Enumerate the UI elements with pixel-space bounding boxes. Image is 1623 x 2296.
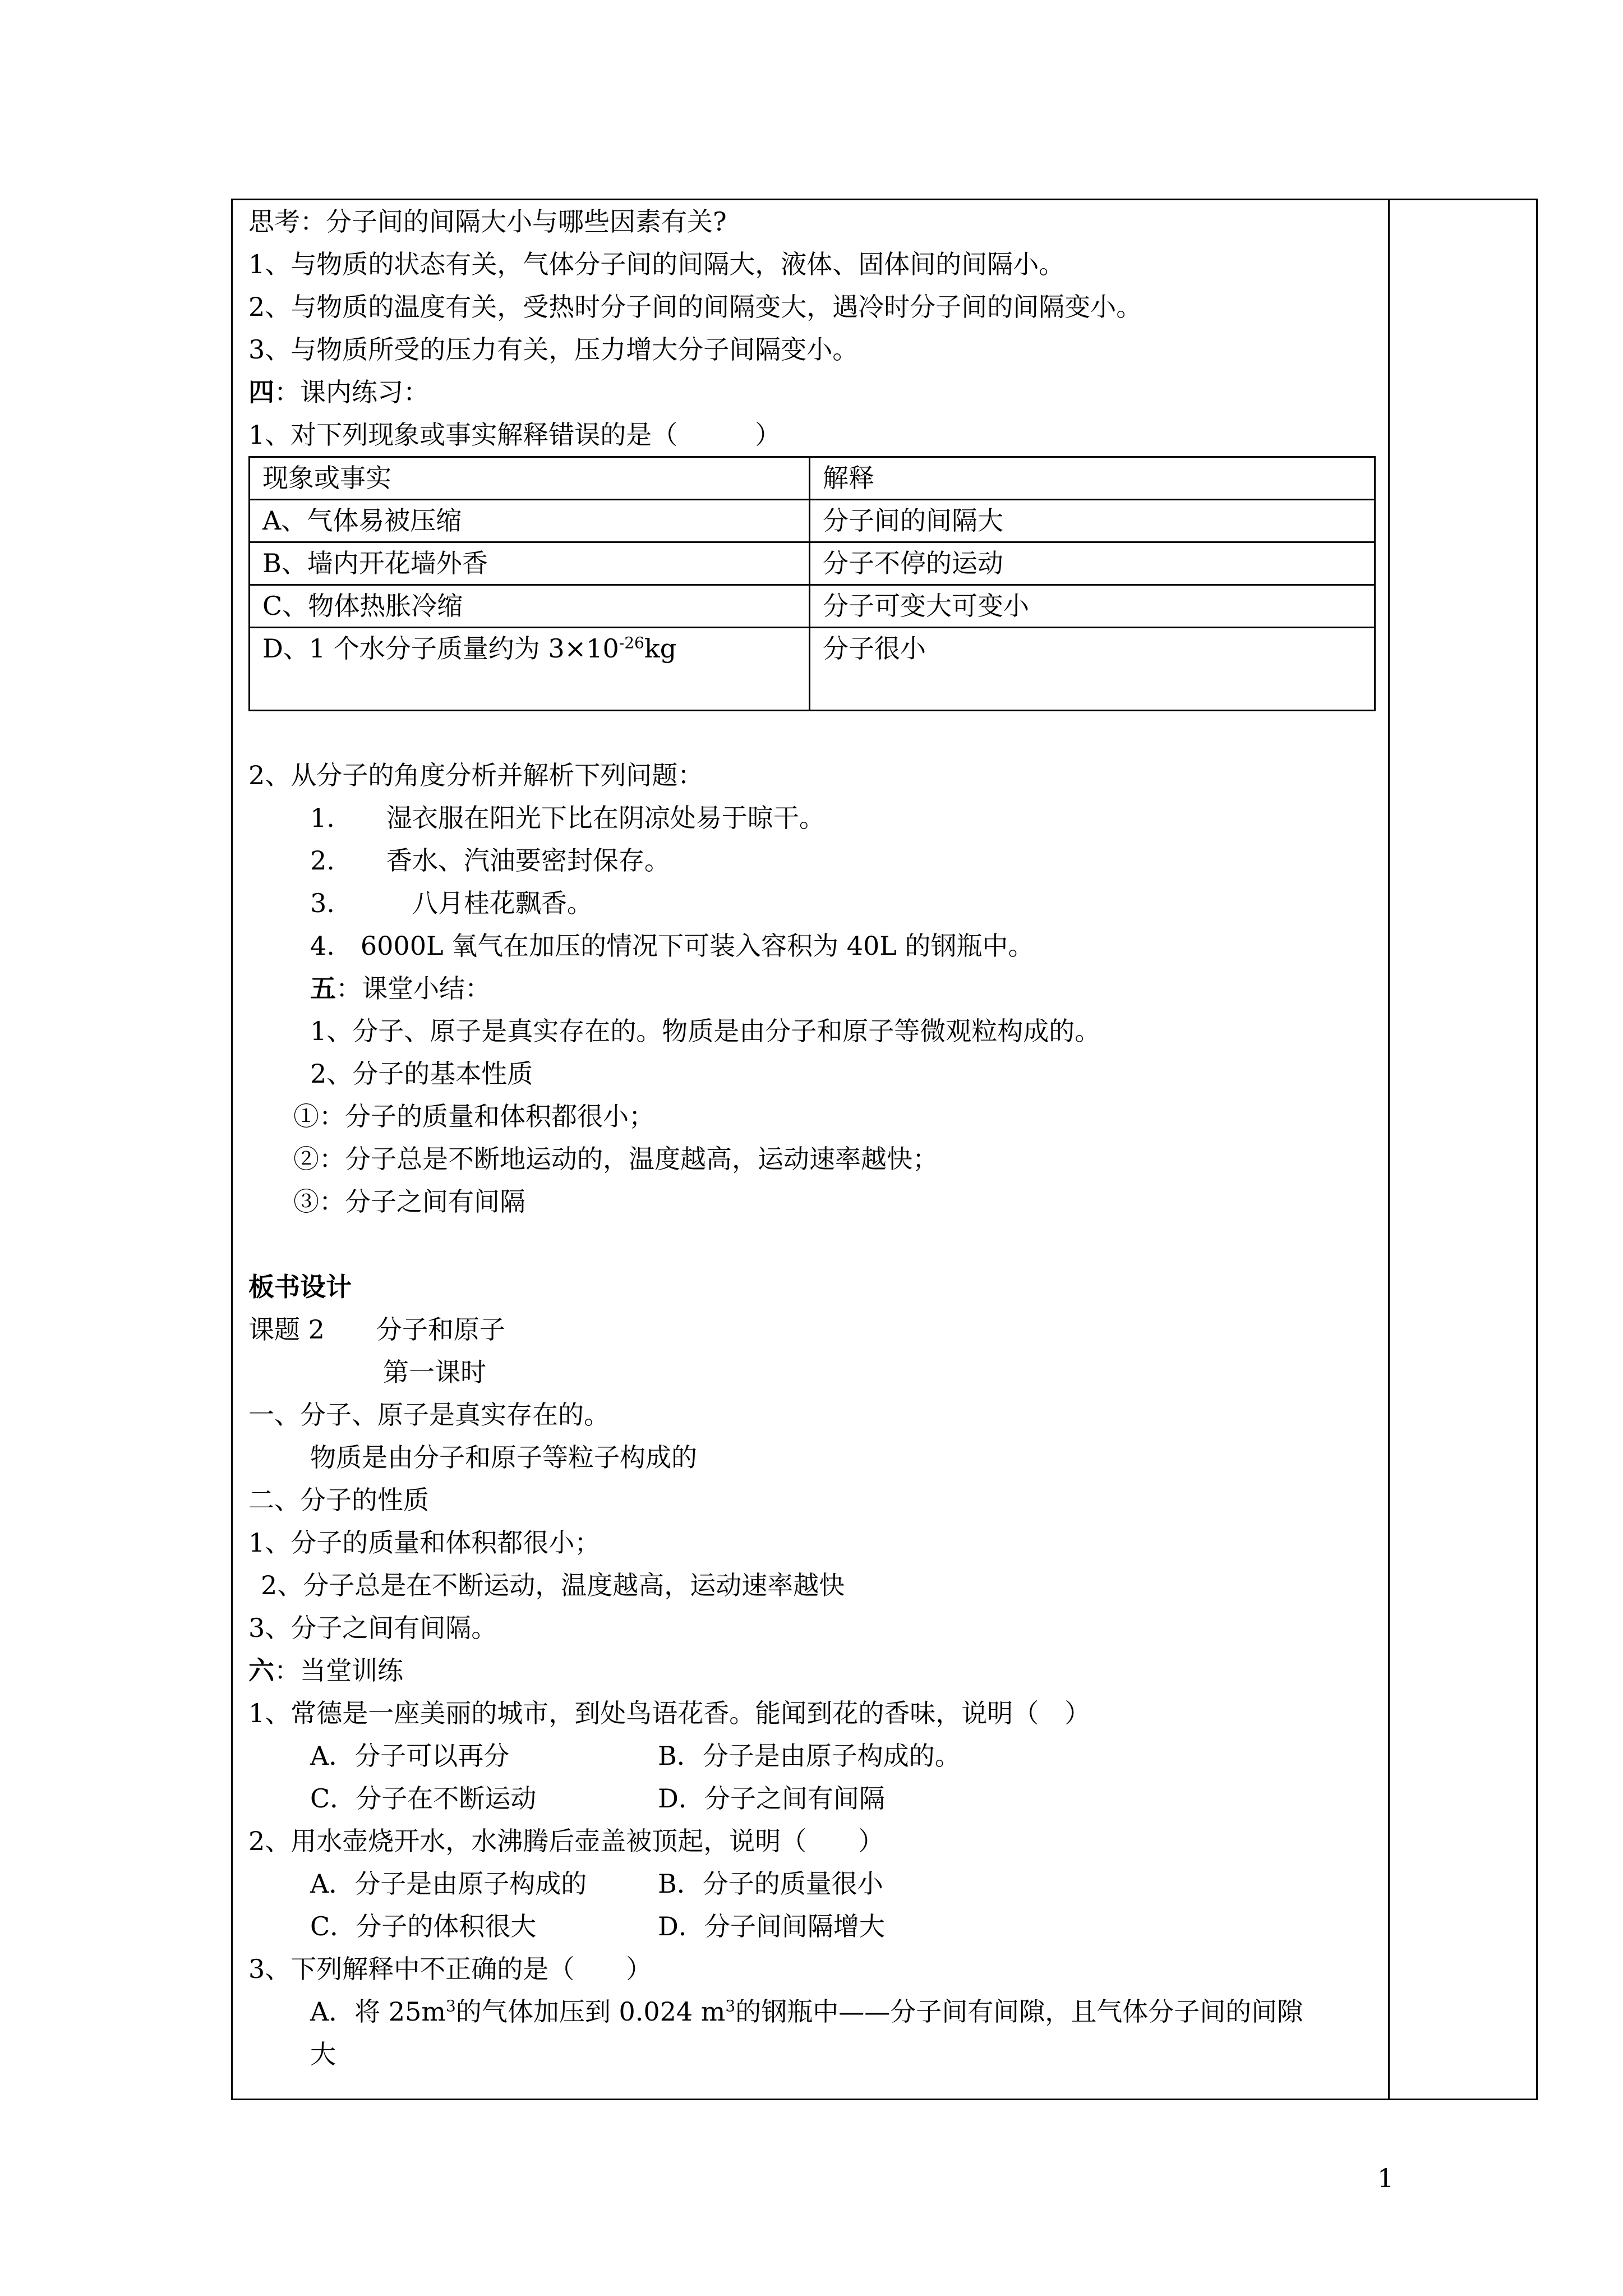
quiz-options-row xyxy=(248,1734,1376,1777)
quiz-option: D．分子之间有间隔 xyxy=(658,1783,885,1814)
quiz-option: C．分子的体积很大 xyxy=(310,1911,537,1941)
summary-line-1: 1、分子、原子是真实存在的。物质是由分子和原子等微观粒构成的。 xyxy=(310,1016,1101,1046)
fact-d-prefix: D、1 个水分子质量约为 3×10 xyxy=(262,633,619,664)
table-cell-fact xyxy=(250,628,810,711)
list-item: 3. 八月桂花飘香。 xyxy=(310,888,593,918)
think-point-1: 1、与物质的状态有关，气体分子间的间隔大，液体、固体间的间隔小。 xyxy=(248,249,1065,279)
board-line-2: 二、分子的性质 xyxy=(248,1485,429,1515)
fact-d-exponent: -26 xyxy=(619,633,644,652)
lesson-table-frame xyxy=(231,199,1538,2100)
list-item: 4. 6000L 氧气在加压的情况下可装入容积为 40L 的钢瓶中。 xyxy=(310,931,1034,961)
section4-question-1: 1、对下列现象或事实解释错误的是（ ） xyxy=(248,420,781,450)
table-cell-explain: 分子间的间隔大 xyxy=(810,500,1375,542)
summary-prop-1: ①：分子的质量和体积都很小； xyxy=(293,1101,654,1131)
section4-num: 四 xyxy=(248,377,274,407)
think-point-3: 3、与物质所受的压力有关，压力增大分子间隔变小。 xyxy=(248,334,859,365)
page-number: 1 xyxy=(1377,2163,1394,2193)
summary-line-2: 2、分子的基本性质 xyxy=(310,1059,533,1089)
board-heading: 板书设计 xyxy=(248,1272,352,1302)
section5-heading xyxy=(248,967,1376,1010)
board-prop-3: 3、分子之间有间隔。 xyxy=(248,1613,497,1643)
table-header-row xyxy=(250,457,1375,500)
quiz-option: C．分子在不断运动 xyxy=(310,1783,537,1814)
table-cell-explain: 分子不停的运动 xyxy=(810,542,1375,585)
board-prop-1: 1、分子的质量和体积都很小； xyxy=(248,1527,601,1558)
table-header-fact: 现象或事实 xyxy=(250,457,810,500)
table-row xyxy=(250,585,1375,628)
quiz-question-3: 3、下列解释中不正确的是（ ） xyxy=(248,1954,652,1984)
quiz-option: B．分子的质量很小 xyxy=(658,1869,883,1899)
table-row xyxy=(250,500,1375,542)
think-point-2: 2、与物质的温度有关，受热时分子间的间隔变大，遇冷时分子间的间隔变小。 xyxy=(248,292,1142,322)
table-row xyxy=(250,542,1375,585)
explanation-table xyxy=(248,456,1376,711)
board-line-1b: 物质是由分子和原子等粒子构成的 xyxy=(310,1442,697,1473)
quiz-q3-option-a: A．将 $25m^3$的气体加压到 0.024 $m^3$的钢瓶中——分子间有间隙，且气体分子间的间隙 xyxy=(310,1996,1303,2027)
quiz-options-row xyxy=(248,1777,1376,1820)
section5-title: ：课堂小结： xyxy=(336,973,491,1004)
quiz-question-2: 2、用水壶烧开水，水沸腾后壶盖被顶起，说明（ ） xyxy=(248,1826,884,1856)
section6-num: 六 xyxy=(248,1655,274,1686)
section4-title: ：课内练习： xyxy=(274,377,429,407)
quiz-option: B．分子是由原子构成的。 xyxy=(658,1741,961,1771)
table-cell-explain: 分子可变大可变小 xyxy=(810,585,1375,628)
quiz-q3-option-a-cont: 大 xyxy=(310,2039,336,2069)
table-row xyxy=(250,628,1375,711)
column-divider xyxy=(1388,200,1390,2099)
table-cell-fact: B、墙内开花墙外香 xyxy=(250,542,810,585)
table-cell-explain: 分子很小 xyxy=(810,628,1375,711)
section4-heading xyxy=(248,371,1376,413)
board-prop-2: 2、分子总是在不断运动，温度越高，运动速率越快 xyxy=(261,1570,845,1600)
list-item: 1. 湿衣服在阳光下比在阴凉处易于晾干。 xyxy=(310,803,825,833)
section5-num: 五 xyxy=(310,973,336,1004)
quiz-option: A．分子是由原子构成的 xyxy=(310,1869,587,1899)
summary-prop-2: ②：分子总是不断地运动的，温度越高，运动速率越快； xyxy=(293,1144,938,1174)
board-period: 第一课时 xyxy=(383,1357,486,1387)
board-lesson: 课题 2 分子和原子 xyxy=(248,1314,505,1345)
spacer xyxy=(248,1223,1376,1266)
think-question: 思考：分子间的间隔大小与哪些因素有关? xyxy=(248,206,727,237)
main-cell xyxy=(248,200,1376,2076)
quiz-option: D．分子间间隔增大 xyxy=(658,1911,885,1941)
quiz-question-1: 1、常德是一座美丽的城市，到处鸟语花香。能闻到花的香味，说明（ ） xyxy=(248,1698,1091,1728)
list-item: 2. 香水、汽油要密封保存。 xyxy=(310,845,670,876)
fact-d-suffix: kg xyxy=(644,633,677,664)
section6-heading xyxy=(248,1649,1376,1692)
board-line-1: 一、分子、原子是真实存在的。 xyxy=(248,1400,610,1430)
table-cell-fact: C、物体热胀冷缩 xyxy=(250,585,810,628)
quiz-options-row xyxy=(248,1905,1376,1948)
section4-question-2: 2、从分子的角度分析并解析下列问题： xyxy=(248,760,704,790)
table-header-explain: 解释 xyxy=(810,457,1375,500)
summary-prop-3: ③：分子之间有间隔 xyxy=(293,1186,525,1217)
quiz-option: A．分子可以再分 xyxy=(310,1741,510,1771)
quiz-options-row xyxy=(248,1862,1376,1905)
section6-title: ：当堂训练 xyxy=(274,1655,403,1686)
table-cell-fact: A、气体易被压缩 xyxy=(250,500,810,542)
spacer xyxy=(248,711,1376,754)
